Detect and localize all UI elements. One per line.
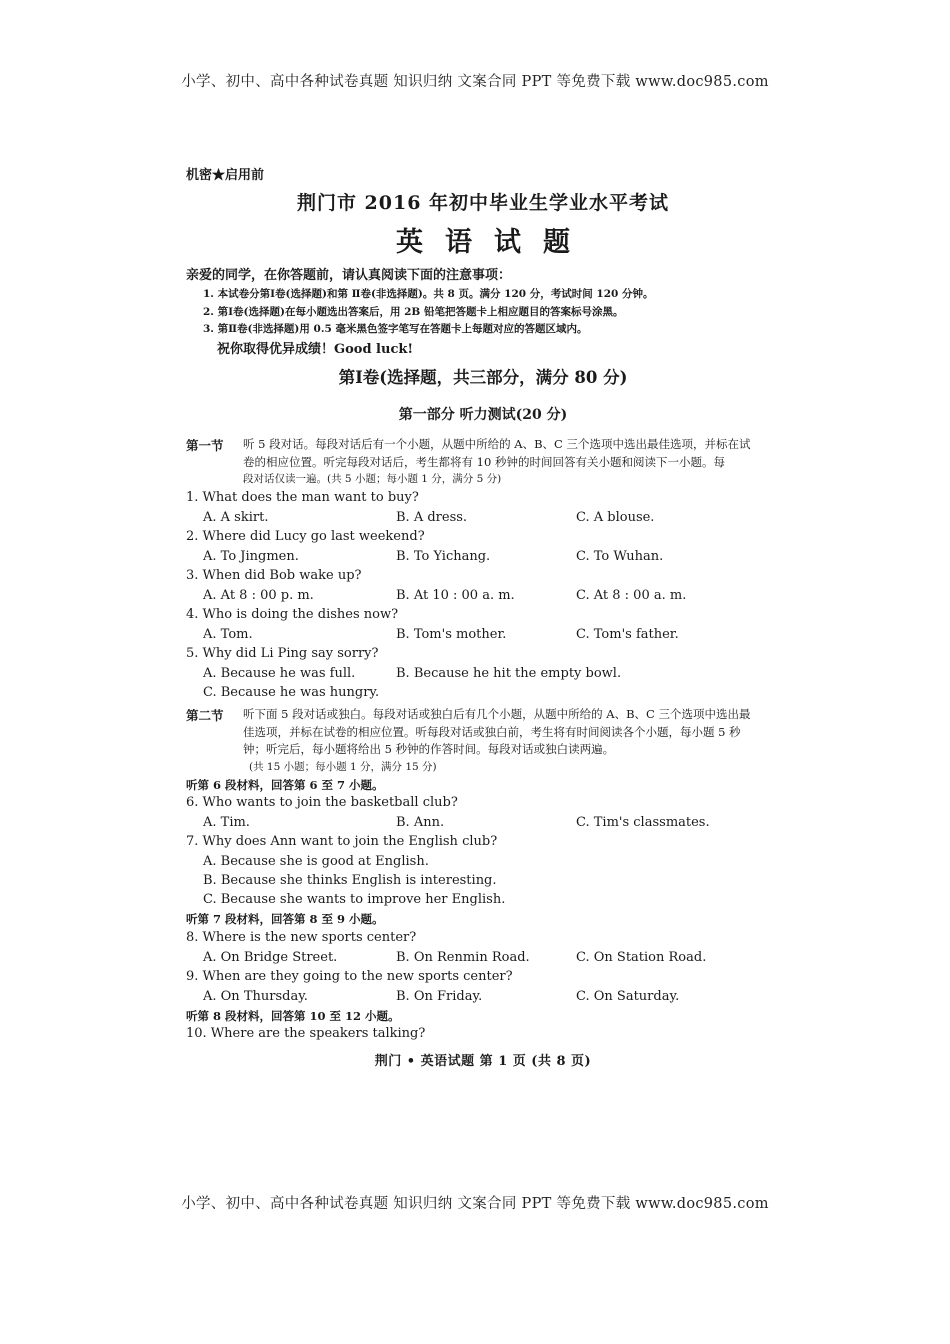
question-2: 2. Where did Lucy go last weekend? — [186, 529, 425, 544]
notice-item-1: 1. 本试卷分第Ⅰ卷(选择题)和第 Ⅱ卷(非选择题)。共 8 页。满分 120 分，考试时间 120 分钟。 — [203, 288, 654, 300]
question-10: 10. Where are the speakers talking? — [186, 1026, 426, 1041]
section-2-line: 听下面 5 段对话或独白。每段对话或独白后有几个小题，从题中所给的 A、B、C 三个选项中选出最 — [243, 707, 751, 721]
section-1-line: 卷的相应位置。听完每段对话后，考生都将有 10 秒钟的时间回答有关小题和阅读下一小题。每 — [243, 454, 725, 469]
question-3: 3. When did Bob wake up? — [186, 568, 362, 583]
question-6-option-b: B. Ann. — [396, 815, 445, 830]
question-4-option-b: B. Tom's mother. — [396, 627, 507, 642]
question-1: 1. What does the man want to buy? — [186, 490, 419, 505]
section-2-label: 第二节 — [186, 708, 224, 723]
top-banner: 小学、初中、高中各种试卷真题 知识归纳 文案合同 PPT 等免费下载 www.doc985.com — [181, 74, 769, 90]
listen-note-6: 听第 6 段材料，回答第 6 至 7 小题。 — [186, 778, 384, 792]
question-3-option-c: C. At 8 : 00 a. m. — [576, 588, 687, 603]
section-1-label: 第一节 — [186, 438, 224, 453]
section-2-line: (共 15 小题；每小题 1 分，满分 15 分) — [249, 760, 437, 773]
question-6-option-a: A. Tim. — [203, 815, 250, 830]
notice-item-2: 2. 第Ⅰ卷(选择题)在每小题选出答案后，用 2B 铅笔把答题卡上相应题目的答案标号涂黑。 — [203, 306, 624, 318]
question-6-option-c: C. Tim's classmates. — [576, 815, 710, 830]
question-7-option-c: C. Because she wants to improve her English. — [203, 892, 506, 907]
confidential-mark: 机密★启用前 — [186, 168, 265, 183]
question-4: 4. Who is doing the dishes now? — [186, 607, 399, 622]
question-5-option-b: B. Because he hit the empty bowl. — [396, 666, 622, 681]
good-luck-text: 祝你取得优异成绩！Good luck! — [217, 342, 414, 357]
question-5: 5. Why did Li Ping say sorry? — [186, 646, 379, 661]
subject-title: 英语试题 — [396, 227, 592, 258]
section-1-line: 段对话仅读一遍。(共 5 小题；每小题 1 分，满分 5 分) — [243, 473, 502, 485]
question-1-option-a: A. A skirt. — [203, 510, 269, 525]
question-9-option-a: A. On Thursday. — [203, 989, 308, 1004]
notice-item-3: 3. 第Ⅱ卷(非选择题)用 0.5 毫米黑色签字笔写在答题卡上每题对应的答题区域内。 — [203, 323, 588, 335]
question-9: 9. When are they going to the new sports center? — [186, 969, 513, 984]
question-6: 6. Who wants to join the basketball club? — [186, 795, 458, 810]
section-2-line: 钟；听完后，每小题将给出 5 秒钟的作答时间。每段对话或独白读两遍。 — [243, 742, 615, 756]
part-one-title: 第Ⅰ卷(选择题，共三部分，满分 80 分) — [338, 368, 628, 387]
question-7-option-b: B. Because she thinks English is interesting. — [203, 873, 497, 888]
bottom-banner: 小学、初中、高中各种试卷真题 知识归纳 文案合同 PPT 等免费下载 www.doc985.com — [181, 1196, 769, 1212]
section-1-instructions — [243, 436, 773, 489]
question-7: 7. Why does Ann want to join the English club? — [186, 834, 498, 849]
question-2-option-c: C. To Wuhan. — [576, 549, 664, 564]
question-7-option-a: A. Because she is good at English. — [203, 854, 429, 869]
listen-note-7: 听第 7 段材料，回答第 8 至 9 小题。 — [186, 912, 384, 926]
question-5-option-a: A. Because he was full. — [203, 666, 356, 681]
question-1-option-b: B. A dress. — [396, 510, 468, 525]
notice-heading: 亲爱的同学，在你答题前，请认真阅读下面的注意事项： — [186, 268, 512, 283]
question-5-option-c: C. Because he was hungry. — [203, 685, 380, 700]
question-8-option-a: A. On Bridge Street. — [203, 950, 338, 965]
listen-note-8: 听第 8 段材料，回答第 10 至 12 小题。 — [186, 1009, 400, 1023]
section-2-line: 佳选项，并标在试卷的相应位置。听每段对话或独白前，考生将有时间阅读各个小题，每小题 5 秒 — [243, 724, 741, 739]
listening-section-title: 第一部分 听力测试(20 分) — [398, 407, 568, 423]
exam-title: 荆门市 2016 年初中毕业生学业水平考试 — [296, 192, 670, 214]
question-2-option-a: A. To Jingmen. — [203, 549, 299, 564]
section-1-line: 听 5 段对话。每段对话后有一个小题，从题中所给的 A、B、C 三个选项中选出最佳选项，并标在试 — [243, 437, 751, 451]
question-9-option-c: C. On Saturday. — [576, 989, 680, 1004]
question-9-option-b: B. On Friday. — [396, 989, 483, 1004]
question-4-option-c: C. Tom's father. — [576, 627, 679, 642]
question-3-option-b: B. At 10 : 00 a. m. — [396, 588, 515, 603]
exam-page — [183, 158, 783, 1078]
question-8-option-c: C. On Station Road. — [576, 950, 707, 965]
page-footer: 荆门 • 英语试题 第 1 页 (共 8 页) — [374, 1054, 592, 1069]
section-2-instructions — [243, 706, 773, 776]
question-2-option-b: B. To Yichang. — [396, 549, 491, 564]
question-1-option-c: C. A blouse. — [576, 510, 655, 525]
question-3-option-a: A. At 8 : 00 p. m. — [203, 588, 314, 603]
question-4-option-a: A. Tom. — [203, 627, 253, 642]
question-8: 8. Where is the new sports center? — [186, 930, 417, 945]
question-8-option-b: B. On Renmin Road. — [396, 950, 530, 965]
